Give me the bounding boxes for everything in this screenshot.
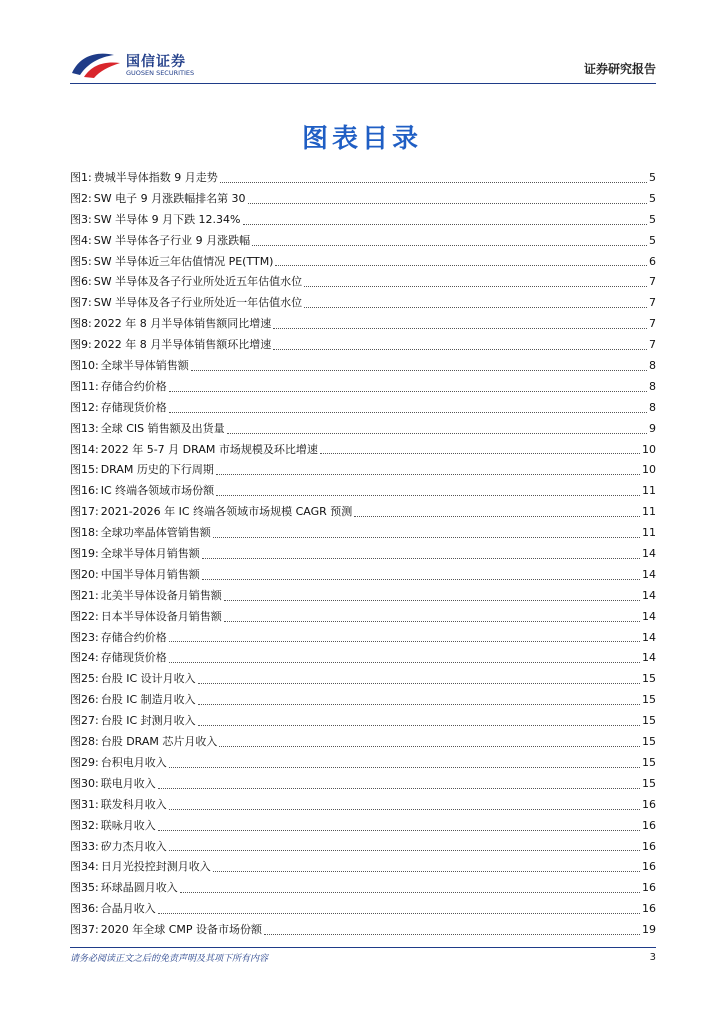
toc-entry-title: SW 半导体近三年估值情况 PE(TTM) xyxy=(93,254,274,268)
toc-entry-page: 10 xyxy=(642,442,656,456)
toc-entry[interactable] xyxy=(70,377,656,398)
toc-entry-page: 7 xyxy=(649,317,656,331)
toc-dot-leader xyxy=(227,419,647,434)
toc-dot-leader xyxy=(169,753,640,768)
toc-entry-page: 11 xyxy=(642,484,656,498)
toc-entry-label: 图18: xyxy=(70,526,99,540)
toc-entry[interactable] xyxy=(70,231,656,252)
toc-entry-label: 图30: xyxy=(70,776,99,790)
footer-divider xyxy=(70,947,656,948)
company-logo xyxy=(70,46,200,84)
toc-dot-leader xyxy=(158,899,640,914)
toc-entry-title: 全球 CIS 销售额及出货量 xyxy=(100,421,225,435)
toc-entry[interactable] xyxy=(70,878,656,899)
toc-entry-page: 5 xyxy=(649,233,656,247)
toc-entry-page: 15 xyxy=(642,693,656,707)
toc-entry-label: 图33: xyxy=(70,839,99,853)
toc-entry-title: 矽力杰月收入 xyxy=(100,839,167,853)
toc-entry-title: 存储现货价格 xyxy=(100,400,167,414)
toc-entry-page: 19 xyxy=(642,923,656,937)
toc-entry-label: 图34: xyxy=(70,860,99,874)
toc-entry-page: 16 xyxy=(642,797,656,811)
toc-entry-label: 图1: xyxy=(70,171,92,184)
toc-entry-title: DRAM 历史的下行周期 xyxy=(100,463,214,477)
toc-entry-label: 图25: xyxy=(70,672,99,686)
guosen-logo-icon xyxy=(70,51,122,79)
toc-dot-leader xyxy=(273,335,647,350)
toc-dot-leader xyxy=(264,920,640,935)
toc-entry-label: 图24: xyxy=(70,651,99,665)
toc-entry-label: 图16: xyxy=(70,484,99,498)
toc-entry[interactable] xyxy=(70,816,656,837)
toc-entry-page: 9 xyxy=(649,421,656,435)
toc-entry-label: 图29: xyxy=(70,755,99,769)
toc-entry[interactable] xyxy=(70,523,656,544)
toc-entry-page: 14 xyxy=(642,651,656,665)
toc-entry-label: 图32: xyxy=(70,818,99,832)
toc-entry-page: 5 xyxy=(649,191,656,205)
toc-dot-leader xyxy=(202,544,640,559)
toc-dot-leader xyxy=(191,356,647,371)
toc-entry-title: 2020 年全球 CMP 设备市场份额 xyxy=(100,923,262,937)
toc-entry-title: 联电月收入 xyxy=(100,776,156,790)
toc-dot-leader xyxy=(202,565,640,580)
toc-entry-label: 图4: xyxy=(70,233,92,247)
page-number: 3 xyxy=(649,952,656,963)
toc-dot-leader xyxy=(198,711,640,726)
toc-entry-label: 图3: xyxy=(70,212,92,226)
toc-entry[interactable] xyxy=(70,189,656,210)
toc-entry-page: 16 xyxy=(642,902,656,916)
toc-dot-leader xyxy=(169,377,647,392)
toc-entry[interactable] xyxy=(70,210,656,231)
toc-entry-label: 图35: xyxy=(70,881,99,895)
toc-entry-title: 台股 IC 制造月收入 xyxy=(100,693,196,707)
toc-entry[interactable] xyxy=(70,272,656,293)
toc-entry-title: 日月光投控封测月收入 xyxy=(100,860,211,874)
toc-entry-page: 8 xyxy=(649,359,656,373)
toc-entry-title: SW 半导体各子行业 9 月涨跌幅 xyxy=(93,233,251,247)
toc-entry-page: 7 xyxy=(649,338,656,352)
toc-entry-title: 2022 年 8 月半导体销售额同比增速 xyxy=(93,317,272,331)
toc-entry-title: 2021-2026 年 IC 终端各领域市场规模 CAGR 预测 xyxy=(100,505,353,519)
toc-entry-label: 图20: xyxy=(70,567,99,581)
toc-entry-page: 8 xyxy=(649,379,656,393)
toc-dot-leader xyxy=(169,795,640,810)
toc-entry[interactable] xyxy=(70,669,656,690)
toc-entry-label: 图6: xyxy=(70,275,92,289)
toc-entry-label: 图15: xyxy=(70,463,99,477)
toc-entry-title: 台积电月收入 xyxy=(100,755,167,769)
toc-entry[interactable] xyxy=(70,607,656,628)
toc-entry-label: 图7: xyxy=(70,296,92,310)
toc-entry[interactable] xyxy=(70,460,656,481)
toc-entry[interactable] xyxy=(70,440,656,461)
toc-dot-leader xyxy=(158,816,640,831)
toc-entry-title: 存储现货价格 xyxy=(100,651,167,665)
toc-entry[interactable] xyxy=(70,502,656,523)
toc-entry-page: 16 xyxy=(642,860,656,874)
toc-entry-label: 图9: xyxy=(70,338,92,352)
toc-entry-label: 图12: xyxy=(70,400,99,414)
figure-list xyxy=(70,168,656,941)
toc-dot-leader xyxy=(158,774,640,789)
toc-dot-leader xyxy=(180,878,640,893)
toc-entry-page: 14 xyxy=(642,630,656,644)
toc-entry-page: 15 xyxy=(642,672,656,686)
footer-disclaimer: 请务必阅读正文之后的免责声明及其项下所有内容 xyxy=(70,954,269,964)
toc-dot-leader xyxy=(169,837,640,852)
toc-entry-label: 图11: xyxy=(70,379,99,393)
toc-entry-page: 10 xyxy=(642,463,656,477)
toc-entry[interactable] xyxy=(70,857,656,878)
toc-entry-title: 合晶月收入 xyxy=(100,902,156,916)
page-title: 图表目录 xyxy=(301,124,422,154)
toc-dot-leader xyxy=(219,732,640,747)
toc-entry-label: 图22: xyxy=(70,609,99,623)
toc-entry[interactable] xyxy=(70,690,656,711)
toc-entry-page: 11 xyxy=(642,505,656,519)
toc-dot-leader xyxy=(169,628,640,643)
logo-english-name: GUOSEN SECURITIES xyxy=(126,69,195,77)
toc-entry-page: 16 xyxy=(642,839,656,853)
toc-dot-leader xyxy=(243,210,647,225)
logo-chinese-name: 国信证券 xyxy=(126,54,186,70)
toc-entry-title: 环球晶圆月收入 xyxy=(100,881,178,895)
toc-entry-title: 2022 年 8 月半导体销售额环比增速 xyxy=(93,338,272,352)
toc-entry-page: 15 xyxy=(642,755,656,769)
toc-entry-page: 14 xyxy=(642,588,656,602)
toc-dot-leader xyxy=(224,586,640,601)
toc-entry-label: 图31: xyxy=(70,797,99,811)
toc-entry-page: 5 xyxy=(649,171,656,184)
toc-entry[interactable] xyxy=(70,586,656,607)
toc-entry[interactable] xyxy=(70,753,656,774)
toc-entry-title: SW 半导体及各子行业所处近一年估值水位 xyxy=(93,296,303,310)
toc-entry-label: 图17: xyxy=(70,505,99,519)
toc-entry[interactable] xyxy=(70,293,656,314)
toc-entry-label: 图36: xyxy=(70,902,99,916)
toc-entry[interactable] xyxy=(70,335,656,356)
toc-entry-page: 16 xyxy=(642,818,656,832)
toc-entry-page: 16 xyxy=(642,881,656,895)
toc-entry-label: 图14: xyxy=(70,442,99,456)
toc-entry-title: 北美半导体设备月销售额 xyxy=(100,588,222,602)
toc-entry-label: 图23: xyxy=(70,630,99,644)
toc-entry-label: 图10: xyxy=(70,359,99,373)
toc-dot-leader xyxy=(220,168,647,183)
toc-entry-title: 日本半导体设备月销售额 xyxy=(100,609,222,623)
toc-entry[interactable] xyxy=(70,419,656,440)
page-header xyxy=(70,46,656,84)
toc-entry-label: 图8: xyxy=(70,317,92,331)
toc-dot-leader xyxy=(304,272,647,287)
toc-entry-page: 14 xyxy=(642,547,656,561)
toc-entry[interactable] xyxy=(70,168,656,189)
toc-dot-leader xyxy=(216,460,640,475)
toc-entry-page: 11 xyxy=(642,526,656,540)
toc-entry-label: 图26: xyxy=(70,693,99,707)
toc-entry-page: 15 xyxy=(642,776,656,790)
toc-entry[interactable] xyxy=(70,356,656,377)
toc-entry-page: 14 xyxy=(642,567,656,581)
toc-dot-leader xyxy=(216,481,640,496)
toc-entry-title: 台股 IC 设计月收入 xyxy=(100,672,196,686)
toc-entry[interactable] xyxy=(70,628,656,649)
toc-entry[interactable] xyxy=(70,795,656,816)
toc-entry-title: SW 半导体及各子行业所处近五年估值水位 xyxy=(93,275,303,289)
toc-entry[interactable] xyxy=(70,774,656,795)
toc-entry[interactable] xyxy=(70,920,656,941)
toc-entry-title: 全球功率晶体管销售额 xyxy=(100,526,211,540)
toc-entry[interactable] xyxy=(70,481,656,502)
toc-entry-title: 存储合约价格 xyxy=(100,379,167,393)
toc-entry[interactable] xyxy=(70,398,656,419)
toc-entry-page: 7 xyxy=(649,296,656,310)
header-divider xyxy=(70,83,656,84)
toc-entry-title: 中国半导体月销售额 xyxy=(100,567,200,581)
toc-entry-label: 图13: xyxy=(70,421,99,435)
toc-entry-title: 台股 IC 封测月收入 xyxy=(100,714,196,728)
toc-dot-leader xyxy=(213,523,640,538)
toc-dot-leader xyxy=(169,648,640,663)
toc-entry-label: 图21: xyxy=(70,588,99,602)
toc-entry-page: 7 xyxy=(649,275,656,289)
toc-dot-leader xyxy=(198,690,640,705)
toc-dot-leader xyxy=(198,669,640,684)
toc-dot-leader xyxy=(248,189,647,204)
toc-entry-page: 5 xyxy=(649,212,656,226)
toc-entry[interactable] xyxy=(70,711,656,732)
toc-dot-leader xyxy=(273,314,647,329)
toc-entry-title: SW 半导体 9 月下跌 12.34% xyxy=(93,212,241,226)
toc-entry-title: 全球半导体销售额 xyxy=(100,359,189,373)
toc-entry[interactable] xyxy=(70,252,656,273)
toc-entry-page: 6 xyxy=(649,254,656,268)
toc-dot-leader xyxy=(213,857,640,872)
toc-entry[interactable] xyxy=(70,732,656,753)
toc-entry-page: 15 xyxy=(642,735,656,749)
toc-dot-leader xyxy=(169,398,647,413)
toc-entry-title: 2022 年 5-7 月 DRAM 市场规模及环比增速 xyxy=(100,442,318,456)
toc-entry-label: 图19: xyxy=(70,547,99,561)
toc-dot-leader xyxy=(354,502,640,517)
toc-entry-title: 存储合约价格 xyxy=(100,630,167,644)
toc-entry-title: 全球半导体月销售额 xyxy=(100,547,200,561)
toc-entry-label: 图27: xyxy=(70,714,99,728)
toc-dot-leader xyxy=(275,252,647,267)
toc-entry-label: 图5: xyxy=(70,254,92,268)
toc-entry[interactable] xyxy=(70,837,656,858)
toc-entry-title: 联咏月收入 xyxy=(100,818,156,832)
toc-entry[interactable] xyxy=(70,565,656,586)
toc-entry-page: 15 xyxy=(642,714,656,728)
toc-entry-label: 图37: xyxy=(70,923,99,937)
toc-entry-page: 8 xyxy=(649,400,656,414)
toc-entry-title: IC 终端各领域市场份额 xyxy=(100,484,215,498)
report-type-label: 证券研究报告 xyxy=(583,62,656,76)
toc-entry[interactable] xyxy=(70,544,656,565)
toc-dot-leader xyxy=(252,231,647,246)
toc-dot-leader xyxy=(304,293,647,308)
toc-entry[interactable] xyxy=(70,648,656,669)
toc-entry-label: 图28: xyxy=(70,735,99,749)
toc-entry-title: SW 电子 9 月涨跌幅排名第 30 xyxy=(93,191,246,205)
toc-dot-leader xyxy=(224,607,640,622)
toc-entry[interactable] xyxy=(70,899,656,920)
toc-dot-leader xyxy=(320,440,640,455)
toc-entry-title: 费城半导体指数 9 月走势 xyxy=(93,171,218,184)
toc-entry-title: 台股 DRAM 芯片月收入 xyxy=(100,735,218,749)
toc-entry[interactable] xyxy=(70,314,656,335)
toc-entry-page: 14 xyxy=(642,609,656,623)
toc-entry-title: 联发科月收入 xyxy=(100,797,167,811)
toc-entry-label: 图2: xyxy=(70,191,92,205)
